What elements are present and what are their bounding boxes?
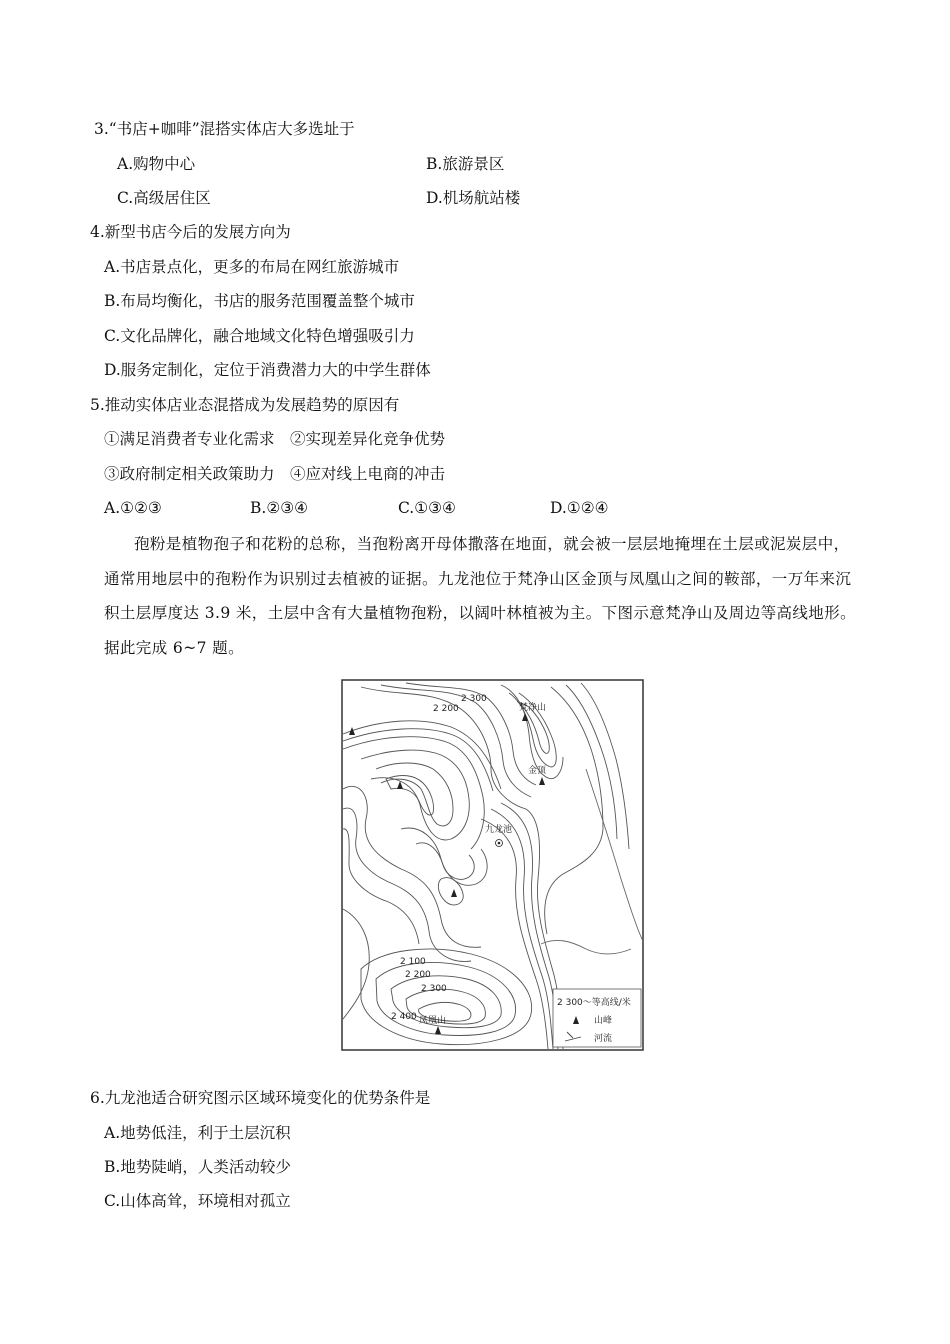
legend-river: 河流 [594, 1034, 613, 1044]
q3-option-c: C.高级居住区 [117, 189, 211, 207]
jiulongchi-icon-dot [498, 842, 501, 845]
q5-statements-1: ①满足消费者专业化需求 ②实现差异化竞争优势 [104, 430, 446, 448]
label-fanjingshan: 梵净山 [519, 703, 547, 713]
label-2300-top: 2 300 [461, 694, 487, 704]
label-2200-top: 2 200 [433, 704, 459, 714]
q5-option-c: C.①③④ [398, 499, 456, 517]
q6-stem: 6.九龙池适合研究图示区域环境变化的优势条件是 [90, 1089, 431, 1107]
legend-peak: 山峰 [594, 1016, 613, 1026]
legend-contour: 2 300～等高线/米 [557, 998, 631, 1008]
contour-map [341, 679, 644, 1051]
q4-option-c: C.文化品牌化，融合地域文化特色增强吸引力 [104, 327, 415, 345]
q4-option-a: A.书店景点化，更多的布局在网红旅游城市 [104, 258, 400, 276]
q3-option-d: D.机场航站楼 [426, 189, 521, 207]
q4-option-d: D.服务定制化，定位于消费潜力大的中学生群体 [104, 361, 431, 379]
label-jiulongchi: 九龙池 [485, 825, 513, 835]
label-2400: 2 400 [391, 1012, 417, 1022]
q6-option-b: B.地势陡峭，人类活动较少 [104, 1158, 291, 1176]
label-jinding: 金顶 [528, 766, 547, 776]
q5-statements-2: ③政府制定相关政策助力 ④应对线上电商的冲击 [104, 465, 446, 483]
map-legend [553, 989, 641, 1047]
q3-option-b: B.旅游景区 [426, 155, 505, 173]
q4-option-b: B.布局均衡化，书店的服务范围覆盖整个城市 [104, 292, 415, 310]
label-fenghuangshan: 凤凰山 [419, 1016, 447, 1026]
q5-option-a: A.①②③ [104, 499, 162, 517]
q5-stem: 5.推动实体店业态混搭成为发展趋势的原因有 [90, 396, 400, 414]
q6-option-c: C.山体高耸，环境相对孤立 [104, 1192, 291, 1210]
q5-option-b: B.②③④ [250, 499, 309, 517]
label-2100: 2 100 [400, 957, 426, 967]
passage: 孢粉是植物孢子和花粉的总称，当孢粉离开母体撒落在地面，就会被一层层地掩埋在土层或泥炭层中，通常用地层中的孢粉作为识别过去植被的证据。九龙池位于梵净山区金顶与凤凰山之间的鞍部，一万年来沉积土层厚度达 3.9 米，土层中含有大量植物孢粉，以阔叶林植被为主。下图示意梵净山及周边等高线地形。据此完成 6~7 题。 [104, 535, 857, 657]
q3-option-a: A.购物中心 [117, 155, 196, 173]
q4-stem: 4.新型书店今后的发展方向为 [90, 223, 291, 241]
q5-option-d: D.①②④ [550, 499, 609, 517]
label-2300: 2 300 [421, 984, 447, 994]
q6-option-a: A.地势低洼，利于土层沉积 [104, 1124, 291, 1142]
label-2200: 2 200 [405, 970, 431, 980]
q3-stem: 3.“书店+咖啡”混搭实体店大多选址于 [94, 120, 355, 138]
contour-map-figure [341, 679, 644, 1051]
